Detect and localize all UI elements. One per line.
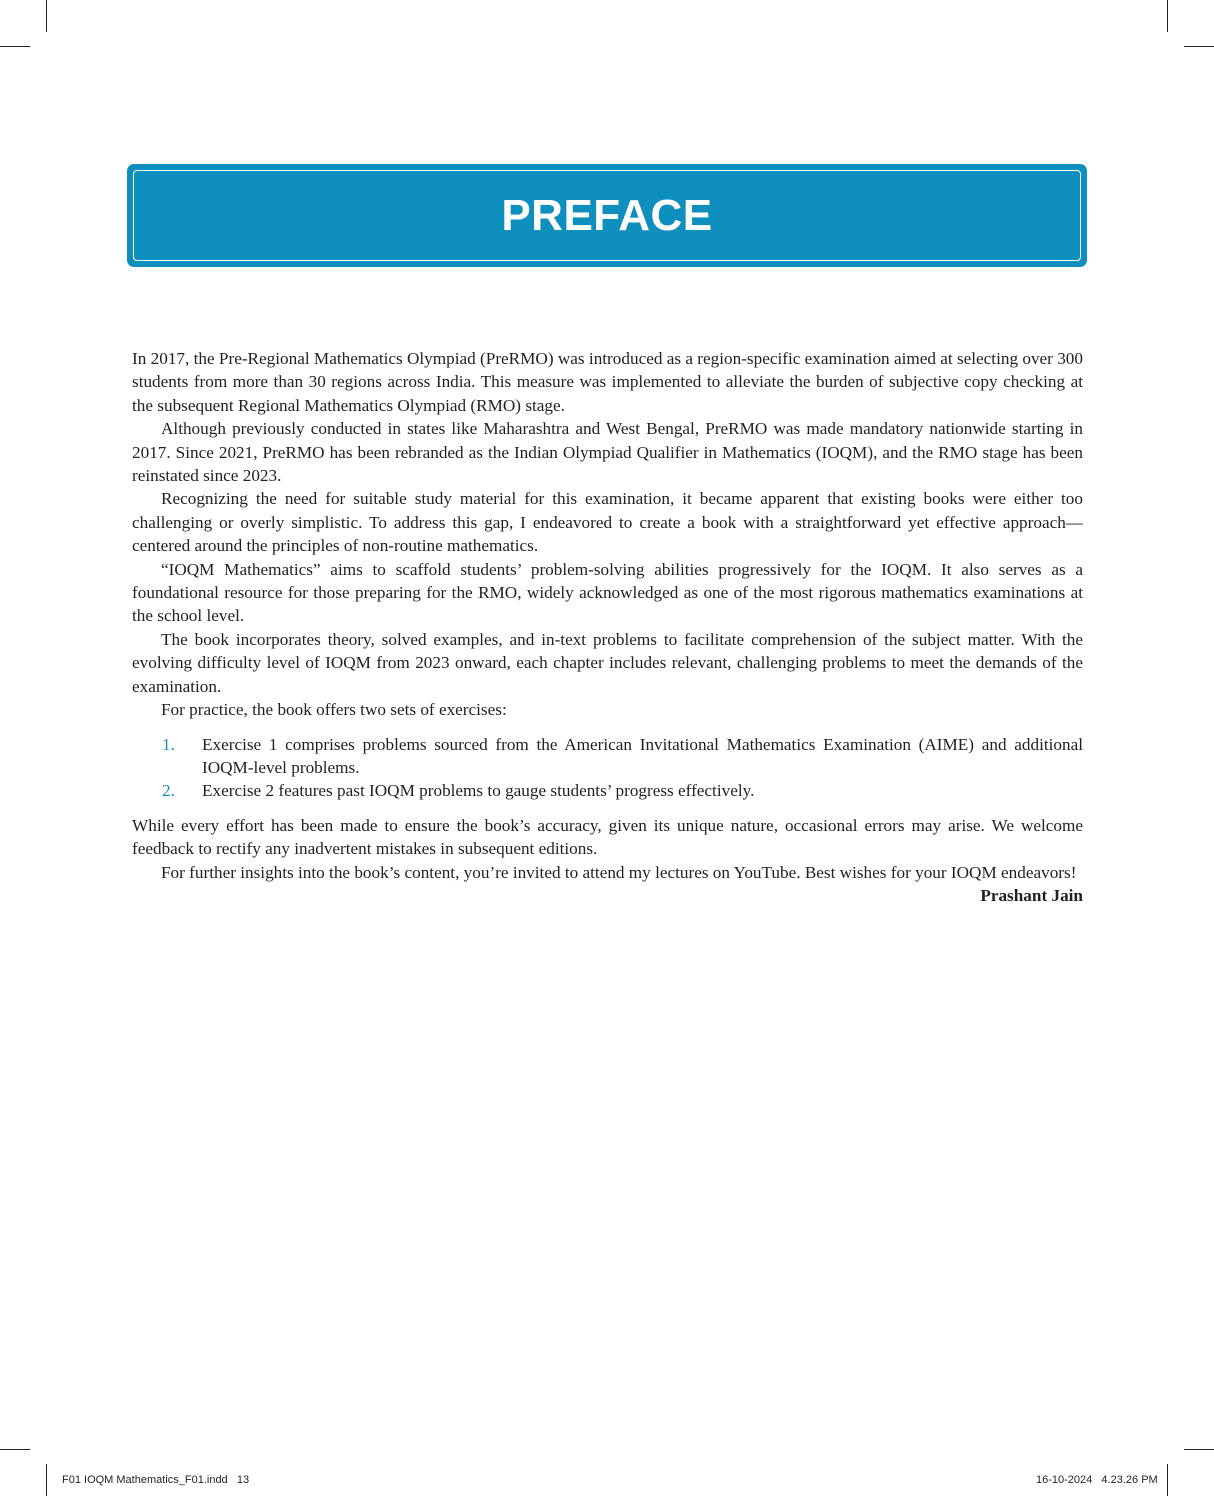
heading-banner: [127, 164, 1087, 267]
list-item: [132, 733, 1083, 780]
page-title: PREFACE: [501, 190, 713, 240]
preface-body: [132, 347, 1083, 907]
list-number: 2.: [162, 781, 175, 801]
paragraph: Recognizing the need for suitable study material for this examination, it became apparent that existing books were either too challenging or overly simplistic. To address this gap, I endeavored to create a book with a straightforward yet effective approach—centered around the principles of non-routine mathematics.: [132, 489, 1083, 556]
paragraph: While every effort has been made to ensure the book’s accuracy, given its unique nature, occasional errors may arise. We welcome feedback to rectify any inadvertent mistakes in subsequent editions.: [132, 815, 1083, 859]
list-item-text: Exercise 1 comprises problems sourced from the American Invitational Mathematics Examination (AIME) and additional IOQM-level problems.: [202, 734, 1083, 777]
crop-mark-top-right-h: [1184, 46, 1214, 47]
footer-file-name: F01 IOQM Mathematics_F01.indd 13: [62, 1474, 250, 1486]
author-signature: Prashant Jain: [980, 885, 1083, 905]
crop-mark-top-right: [1167, 0, 1168, 32]
heading-banner-frame: [133, 170, 1081, 261]
paragraph: The book incorporates theory, solved examples, and in-text problems to facilitate comprehension of the subject matter. With the evolving difficulty level of IOQM from 2023 onward, each chapter includes relevant, challenging problems to meet the demands of the examination.: [132, 629, 1083, 696]
exercise-list: [132, 733, 1083, 803]
paragraph: Although previously conducted in states like Maharashtra and West Bengal, PreRMO was made mandatory nationwide starting in 2017. Since 2021, PreRMO has been rebranded as the Indian Olympiad Qualifier in Mathematics (IOQM), and the RMO stage has been reinstated since 2023.: [132, 419, 1083, 486]
crop-mark-bottom-left-h: [0, 1449, 30, 1450]
crop-mark-bottom-left: [46, 1464, 47, 1496]
crop-mark-bottom-right: [1167, 1464, 1168, 1496]
list-item: [132, 779, 1083, 802]
paragraph: For further insights into the book’s content, you’re invited to attend my lectures on YouTube. Best wishes for your IOQM endeavors!: [161, 862, 1077, 882]
list-item-text: Exercise 2 features past IOQM problems to gauge students’ progress effectively.: [202, 781, 755, 801]
crop-mark-top-left-h: [0, 46, 30, 47]
crop-mark-bottom-right-h: [1184, 1449, 1214, 1450]
paragraph: In 2017, the Pre-Regional Mathematics Olympiad (PreRMO) was introduced as a region-specific examination aimed at selecting over 300 students from more than 30 regions across India. This measure was implemented to alleviate the burden of subjective copy checking at the subsequent Regional Mathematics Olympiad (RMO) stage.: [132, 349, 1083, 415]
paragraph: “IOQM Mathematics” aims to scaffold students’ problem-solving abilities progressively for the IOQM. It also serves as a foundational resource for those preparing for the RMO, widely acknowledged as one of the most rigorous mathematics examinations at the school level.: [132, 559, 1083, 626]
footer-timestamp: 16-10-2024 4.23.26 PM: [1036, 1474, 1158, 1486]
list-number: 1.: [162, 734, 175, 754]
crop-mark-top-left: [46, 0, 47, 32]
paragraph: For practice, the book offers two sets of exercises:: [161, 700, 507, 720]
